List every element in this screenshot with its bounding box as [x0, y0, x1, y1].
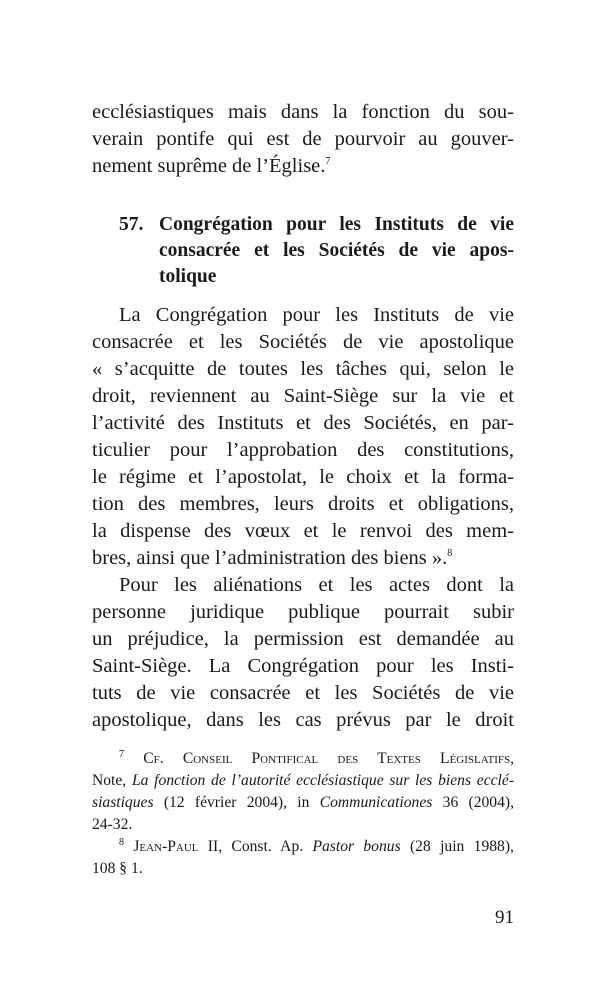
footnote-8-mark: 8	[119, 836, 124, 848]
intro-line-1: ecclésiastiques mais dans la fonction du sou-	[92, 101, 514, 123]
footnote-ref-8[interactable]: 8	[447, 548, 453, 560]
footnote-7-mark: 7	[119, 748, 124, 760]
footnote-7-line-3	[92, 792, 514, 814]
para1-line-1: La Congrégation pour les Instituts de vie	[119, 304, 514, 326]
para2-line-2: personne juridique publique pourrait subir	[92, 601, 514, 623]
section-title-line-2: consacrée et les Sociétés de vie apos-	[159, 240, 514, 261]
para1-line-10	[92, 545, 514, 571]
para1-line-9: la dispense des vœux et le renvoi des mem-	[92, 520, 514, 542]
section-title-line-1: Congrégation pour les Instituts de vie	[159, 214, 514, 235]
para2-line-5: tuts de vie consacrée et les Sociétés de vie	[92, 682, 514, 704]
footnote-7-line-1	[119, 748, 514, 770]
footnote-7-journal: Communicationes	[319, 794, 433, 811]
footnote-8-line-2: 108 § 1.	[92, 860, 143, 877]
section-number: 57.	[119, 214, 144, 235]
para1-line-10-text: bres, ainsi que l’administration des biens ».	[92, 547, 448, 569]
para2-line-3: un préjudice, la permission est demandée au	[92, 628, 514, 650]
footnote-ref-7[interactable]: 7	[325, 156, 331, 168]
intro-line-3	[92, 153, 514, 179]
para2-line-1: Pour les aliénations et les actes dont la	[119, 574, 514, 596]
footnote-8-line-1	[119, 836, 514, 858]
footnote-8-type: Const. Ap.	[231, 838, 304, 855]
footnote-7-volume: 36 (2004),	[442, 794, 514, 811]
footnote-7-note: Note,	[92, 772, 127, 789]
para1-line-3: « s’acquitte de toutes les tâches qui, selon le	[92, 358, 514, 380]
footnote-8-date: (28 juin 1988),	[409, 838, 514, 855]
para1-line-2: consacrée et les Sociétés de vie apostolique	[92, 331, 514, 353]
page-number: 91	[495, 907, 514, 928]
para1-line-6: ticulier pour l’approbation des constitutions,	[92, 439, 514, 461]
footnote-7-line-2	[92, 770, 514, 792]
para2-line-6: apostolique, dans les cas prévus par le droit	[92, 709, 514, 731]
para1-line-5: l’activité des Instituts et des Sociétés, en par-	[92, 412, 514, 434]
intro-line-3-text: nement suprême de l’Église.	[92, 155, 326, 177]
footnote-7-title: La fonction de l’autorité ecclésiastique sur les biens ecclé-	[131, 772, 514, 789]
footnote-7-line-4: 24-32.	[92, 816, 133, 833]
para1-line-8: tion des membres, leurs droits et obligations,	[92, 493, 514, 515]
footnote-7-date: (12 février 2004), in	[163, 794, 310, 811]
intro-line-2: verain pontife qui est de pourvoir au gouver-	[92, 128, 514, 150]
footnote-8-author: Jean-Paul II,	[133, 838, 223, 855]
footnote-8-title: Pastor bonus	[312, 838, 401, 855]
footnote-7-source: Cf. Conseil Pontifical des Textes Législatifs,	[143, 750, 514, 767]
para1-line-4: droit, reviennent au Saint-Siège sur la vie et	[92, 385, 514, 407]
para1-line-7: le régime et l’apostolat, le choix et la forma-	[92, 466, 514, 488]
para2-line-4: Saint-Siège. La Congrégation pour les Insti-	[92, 655, 514, 677]
footnote-7-title-end: siastiques	[92, 794, 154, 811]
section-title-line-3: tolique	[159, 266, 217, 287]
